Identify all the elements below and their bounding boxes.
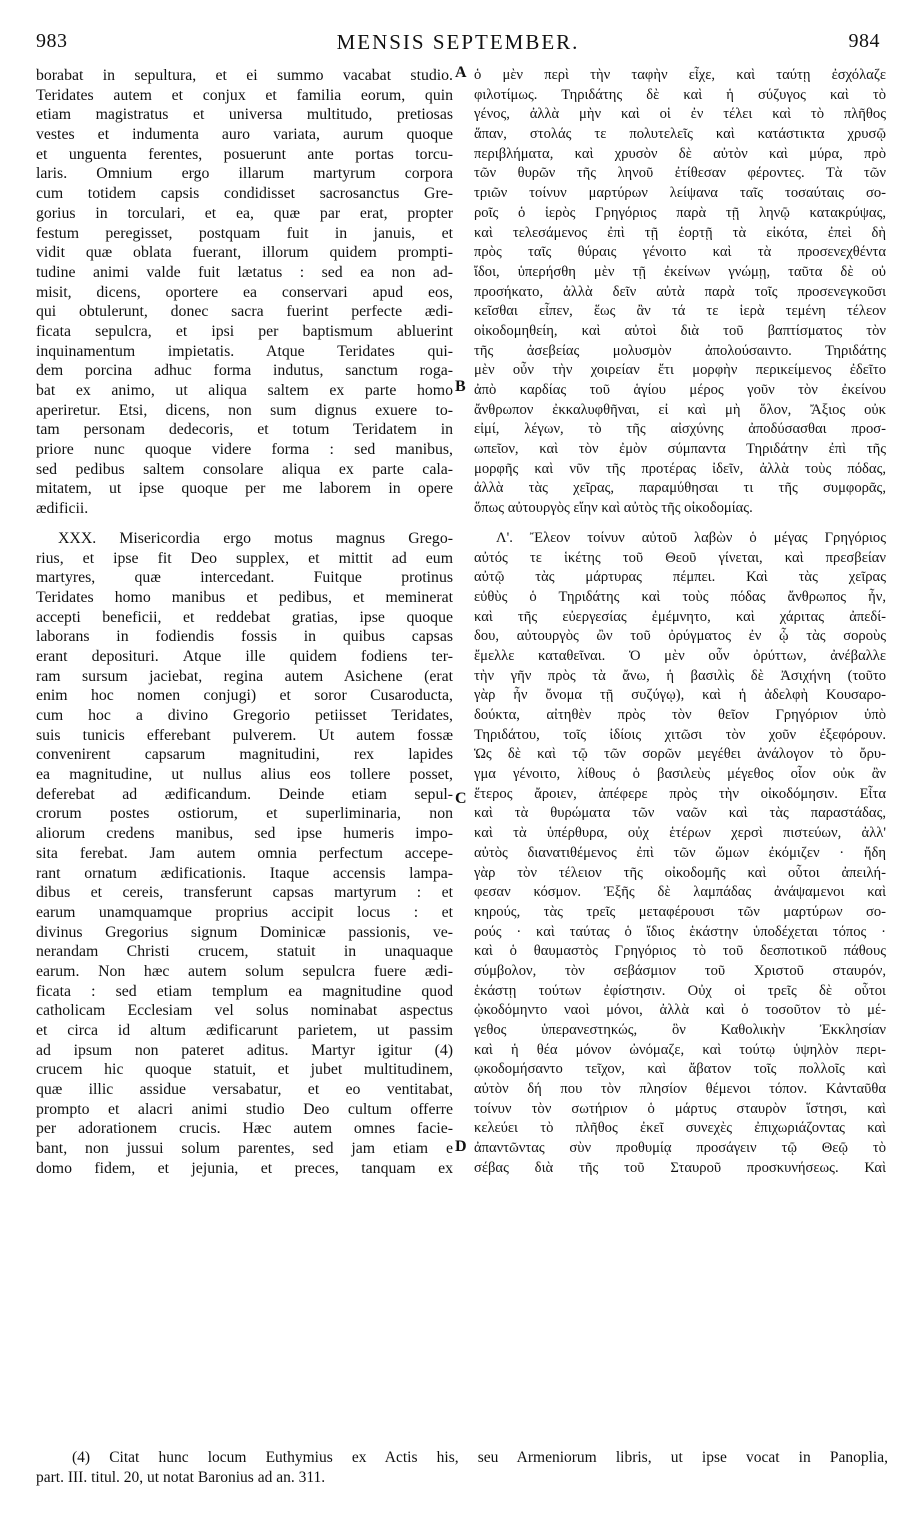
latin-text-line: bat ex animo, ut aliqua saltem ex parte homo: [36, 382, 453, 399]
greek-text-line: τῆς ἀσεβείας μολυσμὸν ἀπολούσαιντο. Τηριδάτης: [474, 342, 886, 359]
latin-text-line: divinus Gregorius signum Dominicæ passionis, ve-: [36, 923, 453, 941]
margin-marker-b: B: [455, 378, 466, 395]
latin-text-line: crorum postes ostiorum, et superliminaria, non: [36, 805, 453, 823]
greek-text-line: πρὸς ταῖς θύραις γένοιτο καὶ τὰ προσενεχθέντα: [474, 244, 886, 261]
greek-text-line: φεσαν κόσμον. Ἐξῆς δὲ λαμπάδας ἀνάψαμενοι καὶ: [474, 884, 886, 901]
greek-text-line: καὶ τελεσάμενος ἐπὶ τῇ ἑορτῇ τὰ εἰκότα, ἐπεὶ δὴ: [474, 224, 886, 241]
latin-text-line: per adorationem crucis. Hæc autem omnes facie-: [36, 1120, 453, 1138]
greek-text-line: γεθος ὑπερανεστηκώς, ὃν Καθολικὴν Ἐκκλησίαν: [474, 1022, 886, 1038]
latin-text-line: vestes et indumenta auro variata, aurum quoque: [36, 126, 453, 144]
greek-text-line: Τηριδάτου, τοῖς ἰδίοις χιτῶσι τὸν χοῦν ἐξεφόρουν.: [474, 726, 886, 743]
latin-text-line: XXX. Misericordia ergo motus magnus Grego-: [58, 529, 453, 547]
running-title: MENSIS SEPTEMBER.: [336, 30, 580, 54]
latin-text-line: et circa id altum ædificarunt parietem, ut passim: [36, 1022, 453, 1039]
left-page-number: 983: [36, 30, 68, 52]
greek-text-line: καὶ τὰ ὑπέρθυρα, οὐχ ἑτέρων χερσὶ πιστεύων, ἀλλ': [474, 825, 886, 842]
greek-text-line: ἴδοι, ὑπερήσθη μὲν τῇ ἐκείνων γνώμῃ, ταῦτα δὲ οὐ: [474, 263, 886, 280]
latin-text-line: priore nunc quoque videre forma : sed manibus,: [36, 441, 453, 459]
greek-text-line: Λ'. Ἔλεον τοίνυν αὐτοῦ λαβὼν ὁ μέγας Γρηγόριος: [496, 529, 886, 546]
latin-text-line: ad ipsum non pateret aditus. Martyr igitur (4): [36, 1041, 453, 1059]
latin-text-line: enim hoc nomen conjugi) et soror Cusaroducta,: [36, 687, 453, 705]
greek-text-line: ἕτερος ἄροιεν, ἀπέφερε πρὸς τὴν οἰκοδόμησιν. Εἶτα: [474, 785, 886, 802]
latin-text-line: rant ornatum ædificationis. Itaque accensis lampa-: [36, 864, 453, 882]
latin-text-line: qui obtulerunt, donec sacra fuerint perfecte ædi-: [36, 303, 453, 321]
greek-text-line: γὰρ ἦν ὄνομα τῇ συζύγῳ), καὶ ἡ ἀδελφὴ Κουσαρο-: [474, 687, 886, 704]
greek-text-line: κηρούς, τὰς τρεῖς μεταφέρουσι τῶν μαρτύρων σο-: [474, 903, 886, 920]
latin-text-line: suis tunicis efferebant pulverem. Ut autem fossæ: [36, 726, 453, 744]
greek-text-line: μορφῆς καὶ νῦν τῆς προτέρας ἰδεῖν, ἀλλὰ τοὺς πόδας,: [474, 460, 886, 477]
latin-column: [36, 66, 453, 1179]
greek-column: [474, 66, 886, 1179]
greek-text-line: αὐτὸς διανατιθέμενος ἐπὶ τῶν ὤμων ἐκόμιζεν · ἤδη: [474, 844, 886, 861]
latin-text-line: ædificii.: [36, 500, 89, 518]
latin-text-line: mitatem, ut ipse quoque per me laborem in opere: [36, 480, 453, 498]
greek-text-line: ἅπαν, στολάς τε πολυτελεῖς καὶ κατάστικτα χρυσῷ: [474, 126, 886, 143]
greek-text-line: ωπεῖον, καὶ τὸν ἐμὸν σύμπαντα Τηριδάτην ἐπὶ τῆς: [474, 441, 886, 458]
greek-text-line: τοίνυν τὸν σωτήριον ὁ μάρτυς σταυρὸν ἵστησι, καὶ: [474, 1100, 886, 1117]
latin-text-line: laborans in fodiendis fossis in quibus capsas: [36, 628, 453, 646]
greek-text-line: ἀπὸ καρδίας τοῦ ἁγίου μέρος γοῦν τὸν ἐκείνου: [474, 382, 886, 398]
greek-text-line: ἀλλὰ τὰς χεῖρας, παραμύθησαι τι τῆς συμφορᾶς,: [474, 480, 886, 497]
greek-text-line: εἰμί, λέγων, τὸ τῆς αἰσχύνης ἀποδύσασθαι προσ-: [474, 421, 886, 438]
margin-marker-d: D: [455, 1138, 467, 1155]
latin-text-line: vidit quæ oblata fuerant, illorum quidem prompti-: [36, 244, 453, 262]
latin-text-line: domo fidem, et jejunia, et preces, tanquam ex: [36, 1159, 453, 1177]
latin-text-line: ram sursum jaciebat, regina autem Asichene (erat: [36, 667, 453, 685]
greek-text-line: ἀπαντῶντας σὺν προθυμίᾳ προσάγειν τῷ Θεῷ τὸ: [474, 1140, 886, 1157]
latin-text-line: catholicam Ecclesiam vel solus nominabat aspectus: [36, 1002, 453, 1020]
greek-text-line: αὐτὸν δή που τὸν πλησίον θέμενοι τόπον. Κἀνταῦθα: [474, 1081, 886, 1098]
greek-text-line: κελεύει τὸ πλῆθος ἐκεῖ συνεχὲς ἐπιχωριάζοντας καὶ: [474, 1120, 886, 1137]
greek-text-line: ρούς · καὶ ταύτας ὁ ἴδιος ἑκάστην ὑποδέχεται τόπος ·: [474, 923, 886, 940]
latin-text-line: earum unamquamque proprius accipit locus : et: [36, 903, 453, 921]
greek-text-line: τριῶν τοίνυν μαρτύρων λείψανα ταῖς τοσαύταις σο-: [474, 185, 886, 202]
latin-text-line: laris. Omnium ergo illarum martyrum corpora: [36, 165, 453, 183]
latin-text-line: ficata : sed etiam templum ea magnitudine quod: [36, 982, 453, 1000]
page-header: [36, 30, 880, 64]
latin-text-line: inquinamentum impietatis. Atque Teridates qui-: [36, 342, 453, 360]
greek-text-line: γὰρ τὸν τέλειον τῆς οἰκοδομῆς καὶ οὗτοι ἀπειλή-: [474, 864, 886, 881]
latin-text-line: ficata sepulcra, et ipsi per baptismum abluerint: [36, 322, 453, 340]
greek-text-line: ἑκάστῃ τούτων ἐφίστησιν. Οὐχ οἱ τρεῖς δὲ οὗτοι: [474, 982, 886, 999]
latin-text-line: bant, non jussui solum parentes, sed jam etiam e: [36, 1140, 453, 1158]
greek-text-line: προσήκατο, ἀλλὰ δεῖν αὐτὰ παρὰ τοῖς προσενεγκοῦσι: [474, 283, 886, 300]
latin-text-line: cum totidem capsis condidisset sacrosanctus Gre-: [36, 185, 453, 203]
latin-text-line: dibus et cereis, transferunt capsas martyrum : et: [36, 884, 453, 902]
latin-text-line: sed pedibus saltem consolare aliqua ex parte cala-: [36, 460, 453, 478]
greek-text-line: καὶ ὁ θαυμαστὸς Γρηγόριος τὸ τοῦ δεσποτικοῦ πάθους: [474, 943, 886, 960]
greek-text-line: ἄνθρωπον ἐκκαλυφθῆναι, εἰ καὶ μὴ ὅλον, Ἄξιος οὐκ: [474, 401, 886, 418]
latin-text-line: quæ illic assidue versabatur, et eo ventitabat,: [36, 1081, 453, 1099]
latin-text-line: ea magnitudine, ut nullus alius eos tollere posset,: [36, 766, 453, 784]
greek-text-line: οἰκοδομηθείη, καὶ αὐτοὶ διὰ τοῦ βαπτίσματος τὸν: [474, 322, 886, 339]
footnote-line: part. III. titul. 20, ut notat Baronius ad an. 311.: [36, 1469, 326, 1486]
greek-text-line: ᾠκοδόμηντο ναοὶ μόνοι, ἀλλὰ καὶ ὁ τοσοῦτον τὸ μέ-: [474, 1002, 886, 1019]
latin-text-line: prompto et alacri animi studio Deo cultum offerre: [36, 1100, 453, 1118]
latin-text-line: earum. Non hæc autem solum sepulcra fuere ædi-: [36, 962, 453, 980]
latin-text-line: accepti beneficii, et reddebat gratias, ipse quoque: [36, 608, 453, 626]
latin-text-line: gorius in torculari, et ea, quæ par erat, propter: [36, 204, 453, 222]
greek-text-line: σύμβολον, τὸν σεβάσμιον τοῦ Χριστοῦ σταυρόν,: [474, 962, 886, 979]
greek-text-line: δούκτα, αἰτηθὲν πρὸς τὸν θεῖον Γρηγόριον ὑπὸ: [474, 707, 886, 723]
latin-text-line: borabat in sepultura, et ei summo vacabat studio.: [36, 67, 453, 84]
latin-text-line: etiam magistratus et universa multitudo, pretiosas: [36, 106, 453, 124]
greek-text-line: ὁ μὲν περὶ τὴν ταφὴν εἶχε, καὶ ταύτῃ ἐσχόλαζε: [474, 67, 886, 83]
latin-text-line: Teridates homo manibus et pedibus, et meminerat: [36, 588, 453, 606]
latin-text-line: deferebat ad ædificandum. Deinde etiam sepul-: [36, 785, 453, 803]
greek-text-line: τὴν γῆν πρὸς τὰ ἄνω, ἡ βασιλὶς δὲ Ἀσιχήνη (τοῦτο: [474, 667, 886, 684]
greek-text-line: καὶ τὰ θυρώματα τῶν ναῶν καὶ τὰς παραστάδας,: [474, 805, 886, 822]
latin-text-line: rius, et ipse fit Deo supplex, et mittit ad eum: [36, 549, 453, 567]
greek-text-line: μὲν οὖν τὴν χοιρείαν ἔτι μορφὴν περικείμενος ἐδεῖτο: [474, 362, 886, 379]
greek-text-line: κεῖσθαι εἶπεν, ἕως ἂν τά τε ἱερὰ τεμένη τέλεον: [474, 303, 886, 320]
greek-text-line: τῶν θυρῶν τῆς ληνοῦ ἐτίθεσαν φέροντες. Τὰ τῶν: [474, 165, 886, 182]
greek-text-line: περιβλήματα, καὶ χρυσὸν δὲ αὐτὸν καὶ μύρα, πρὸ: [474, 145, 886, 162]
greek-text-line: ροῖς ὁ ἱερὸς Γρηγόριος παρὰ τῇ ληνῷ κατακρύψας,: [474, 204, 886, 221]
latin-text-line: misit, dicens, oportere ea conservari apud eos,: [36, 283, 453, 301]
latin-text-line: sita ferebat. Jam autem omnia perfectum accepe-: [36, 844, 453, 862]
greek-text-line: ἔμελλε καταθεῖναι. Ὁ μὲν οὖν ὀρύττων, ἀνέβαλλε: [474, 647, 886, 664]
margin-marker-a: A: [455, 64, 467, 81]
latin-text-line: martyres, quæ intercedant. Fuitque protinus: [36, 569, 453, 587]
greek-text-line: αὐτός τε ἱκέτης τοῦ Θεοῦ γίνεται, καὶ πρεσβείαν: [474, 549, 886, 566]
footnote-line: (4) Citat hunc locum Euthymius ex Actis his, seu Armeniorum libris, ut ipse vocat in Panoplia,: [72, 1449, 888, 1466]
greek-text-line: Ὡς δὲ καὶ τῷ τῶν σορῶν μεγέθει ἀνάλογον τὸ ὄρυ-: [474, 746, 886, 763]
greek-text-line: γμα γένοιτο, λίθους ὁ βασιλεὺς μέγεθος οἷον οὐκ ἂν: [474, 766, 886, 783]
latin-text-line: cum hoc a divino Gregorio petiisset Teridates,: [36, 707, 453, 724]
latin-text-line: tam personam dedecoris, et totum Teridatem in: [36, 421, 453, 439]
greek-text-line: εὐθὺς ὁ Τηριδάτης καὶ τοὺς πόδας ἄνθρωπος ἦν,: [474, 588, 886, 605]
latin-text-line: erant depositurі. Atque ille quidem fodiens ter-: [36, 647, 453, 665]
greek-text-line: καὶ ἡ θέα μόνον ὠνόμαζε, καὶ τούτῳ ὑψηλὸν περι-: [474, 1041, 886, 1058]
greek-text-line: φιλοτίμως. Τηριδάτης δὲ καὶ ἡ σύζυγος καὶ τὸ: [474, 86, 886, 103]
right-page-number: 984: [848, 30, 880, 52]
latin-text-line: nerandam Christi crucem, statuit in unaquaque: [36, 943, 453, 961]
greek-text-line: σέβας διὰ τῆς τοῦ Σταυροῦ προσκυνήσεως. Καὶ: [474, 1159, 886, 1176]
latin-text-line: tudine animi valde fuit lætatus : sed ea non ad-: [36, 263, 453, 281]
latin-text-line: aperiretur. Etsi, dicens, non sum dignus exuere to-: [36, 401, 453, 419]
footnote: [36, 1448, 888, 1488]
latin-text-line: convenirent capsarum magnitudini, rex lapides: [36, 746, 453, 764]
latin-text-line: et unguenta ferentes, posuerunt ante portas torcu-: [36, 145, 453, 163]
margin-marker-c: C: [455, 790, 467, 807]
latin-text-line: aliorum credens manibus, sed ipse humeris impo-: [36, 825, 453, 843]
greek-text-line: δου, αὐτουργὸς ὢν τοῦ ὀρύγματος ἐν ᾧ τὰς σοροὺς: [474, 628, 886, 645]
latin-text-line: crucem hic quoque statuit, et jubet multitudinem,: [36, 1061, 453, 1079]
latin-text-line: Teridates autem et conjux et familia eorum, quin: [36, 86, 453, 104]
greek-text-line: ὅπως αὐτουργὸς εἴην καὶ αὐτὸς τῆς οἰκοδομίας.: [474, 500, 753, 517]
greek-text-line: γένος, ἀλλὰ μὴν καὶ οἱ ἐν τέλει καὶ τὸ πλῆθος: [474, 106, 886, 123]
greek-text-line: καὶ τῆς εὐεργεσίας ἐμέμνητο, καὶ χάριτας ἀπεδί-: [474, 608, 886, 625]
latin-text-line: festum peregisset, postquam fuit in januis, et: [36, 224, 453, 242]
greek-text-line: ῳκοδομήσαντο τεῖχον, καὶ ἄβατον τοῖς πολλοῖς καὶ: [474, 1061, 886, 1078]
latin-text-line: dem porcina adhuc forma indutus, sanctum roga-: [36, 362, 453, 380]
greek-text-line: αὐτῷ τὰς μάρτυρας πέμπει. Καὶ τὰς χεῖρας: [474, 569, 886, 586]
